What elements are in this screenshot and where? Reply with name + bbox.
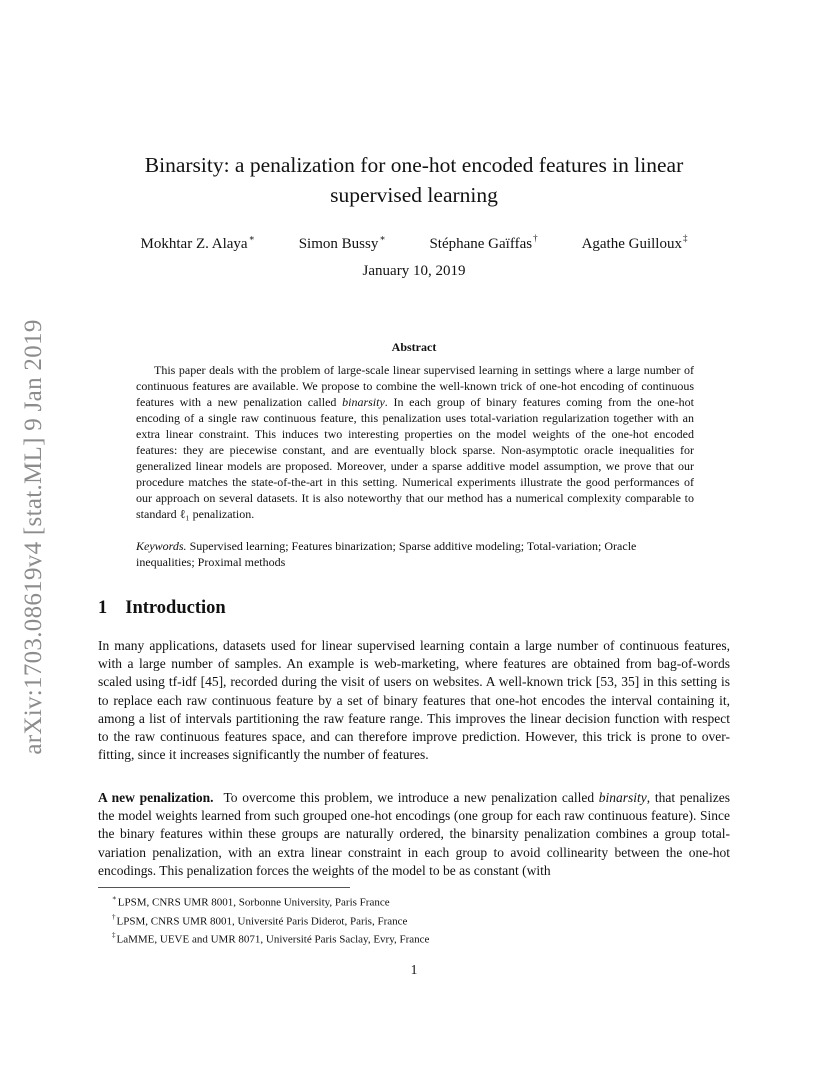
author: Simon Bussy∗ <box>298 233 386 252</box>
paragraph-heading: A new penalization. <box>98 790 214 805</box>
keywords-label: Keywords. <box>136 539 187 553</box>
footnote: ‡LaMME, UEVE and UMR 8071, Université Paris Saclay, Evry, France <box>112 931 430 946</box>
abstract-heading: Abstract <box>391 340 437 354</box>
intro-paragraph: In many applications, datasets used for linear supervised learning contain a large number of continuous features, with a large number of samples. An example is web-marketing, where features are obtained from bag-of-words scaled using tf-idf [45], recorded during the visit of users on websites. A well-known trick [53, 35] in this setting is to replace each raw continuous feature by a set of binary features that one-hot encodes the interval containing it, among a list of intervals partitioning the raw feature range. This improves the linear decision function with respect to the raw continuous features space, and can therefore improve prediction. However, this trick is prone to over-fitting, since it increases significantly the number of features. <box>98 638 730 763</box>
arxiv-identifier: arXiv:1703.08619v4 [stat.ML] 9 Jan 2019 <box>20 319 47 755</box>
author: Stéphane Gaïffas† <box>429 233 538 252</box>
author: Mokhtar Z. Alaya∗ <box>140 233 255 252</box>
abstract-body: This paper deals with the problem of large-scale linear supervised learning in settings where a large number of continuous features are available. We propose to combine the well-known trick of one-hot encoding of continuous features with a new penalization called binarsity. In each group of binary features coming from the one-hot encoding of a single raw continuous feature, this penalization uses total-variation regularization together with an extra linear constraint. This induces two interesting properties on the model weights of the one-hot encoded features: they are piecewise constant, and are eventually block sparse. Non-asymptotic oracle inequalities for generalized linear models are proposed. Moreover, under a sparse additive model assumption, we prove that our procedure matches the state-of-the-art in this setting. Numerical experiments illustrate the good performances of our approach on several datasets. It is also noteworthy that our method has a numerical complexity comparable to standard ℓ₁ penalization. <box>136 363 694 521</box>
paper-title: Binarsity: a penalization for one-hot encoded features in linear supervised learning <box>144 153 684 207</box>
footnote-divider <box>98 887 350 888</box>
author-list <box>100 230 728 253</box>
author: Agathe Guilloux‡ <box>581 233 688 252</box>
footnotes <box>112 892 612 948</box>
publication-date: January 10, 2019 <box>362 263 466 279</box>
section-heading: 1 Introduction <box>98 598 226 618</box>
page-number: 1 <box>410 962 418 977</box>
intro-paragraph: A new penalization. To overcome this problem, we introduce a new penalization called binarsity, that penalizes the model weights learned from such grouped one-hot encodings (one group for each raw continuous feature). Since the binary features within these groups are naturally ordered, the binarsity penalization combines a group total-variation penalization, with an extra linear constraint in each group to avoid collinearity between the one-hot encodings. This penalization forces the weights of the model to be as constant (with <box>98 790 730 878</box>
footnote: †LPSM, CNRS UMR 8001, Université Paris Diderot, Paris, France <box>112 912 408 928</box>
keywords: Keywords. Supervised learning; Features binarization; Sparse additive modeling; Total-variation; Oracle inequalities; Proximal methods <box>136 539 637 569</box>
footnote: ∗LPSM, CNRS UMR 8001, Sorbonne University, Paris France <box>112 894 390 909</box>
